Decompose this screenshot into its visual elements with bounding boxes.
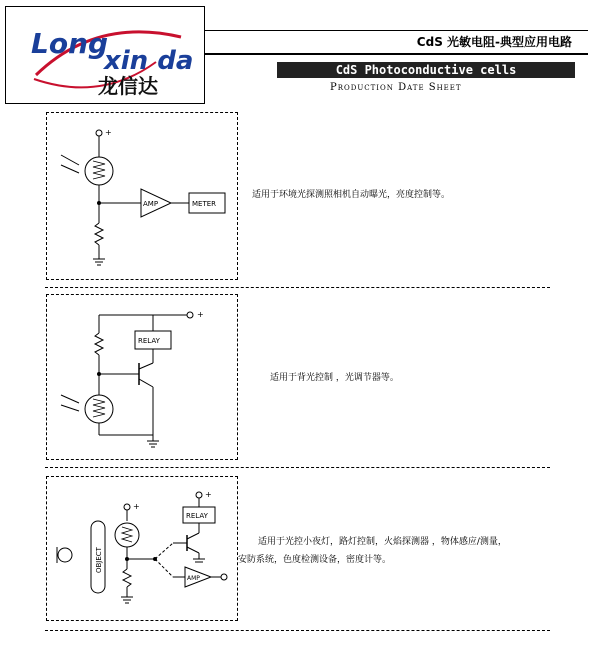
header-title-en: CdS Photoconductive cells [277,62,575,78]
company-logo [6,7,204,103]
svg-text:+: + [105,128,112,137]
svg-text:OBJECT: OBJECT [95,547,103,573]
logo-word-long: Long [31,27,109,60]
separator-1 [45,287,550,288]
svg-text:+: + [205,490,212,499]
sheet-title: Production Date Sheet [330,82,462,93]
logo-word-xinda: xin da [104,46,194,76]
circuit-1-description: 适用于环境光探测照相机自动曝光，亮度控制等。 [252,190,451,200]
circuit-diagram-1 [46,112,238,280]
circuit-3-description-line1: 适用于光控小夜灯，路灯控制，火焰探测器 ，物体感应/测量， [258,537,507,547]
circuit-diagram-2 [46,294,238,460]
header-title-cn: CdS 光敏电阻-典型应用电路 [204,30,588,55]
circuit-diagram-3 [46,476,238,621]
circuit-3-description-line2: 安防系统，色度检测设备，密度计等。 [238,555,392,565]
svg-text:AMP: AMP [187,575,200,582]
svg-text:RELAY: RELAY [186,512,208,520]
logo-chinese-name: 龙信达 [98,74,158,98]
separator-3 [45,630,550,631]
svg-text:+: + [197,310,204,319]
separator-2 [45,467,550,468]
svg-text:RELAY: RELAY [138,337,160,345]
circuit-2-description: 适用于背光控制 ，光调节器等。 [270,373,399,383]
svg-text:+: + [133,502,140,511]
logo-box [5,6,205,104]
svg-text:AMP: AMP [143,200,159,208]
svg-text:METER: METER [192,200,217,208]
